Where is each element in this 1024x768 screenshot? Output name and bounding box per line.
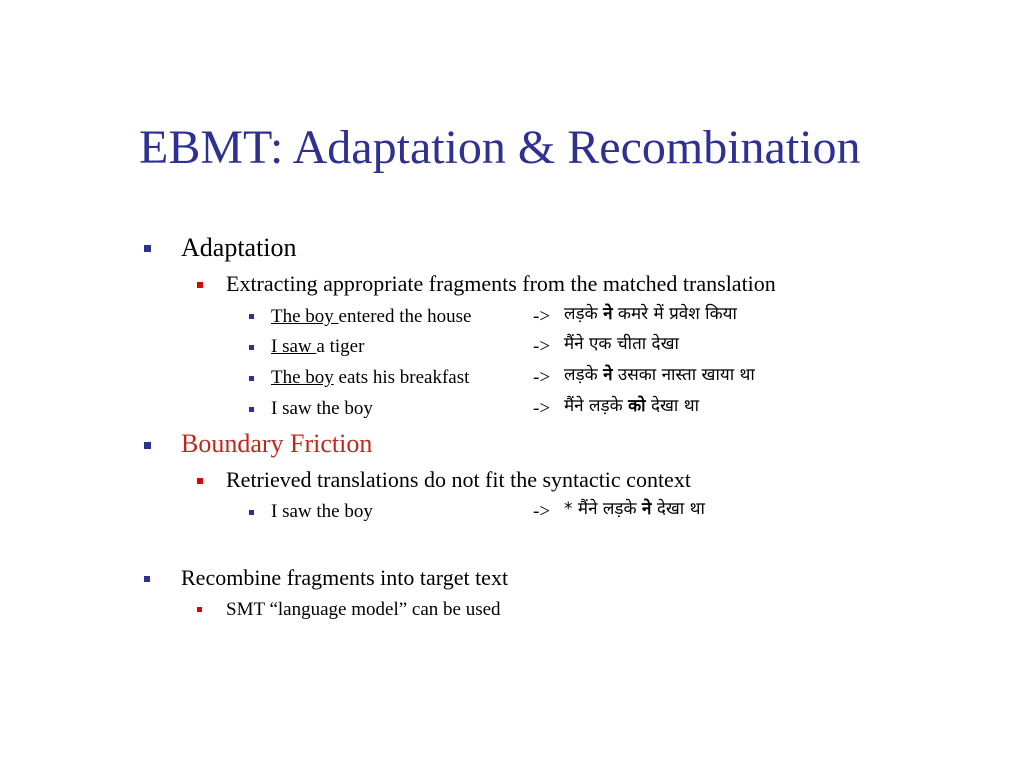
hindi-marker: ने (603, 304, 613, 324)
example-hindi (564, 501, 705, 518)
example-english (271, 307, 472, 326)
example-hindi (564, 367, 755, 384)
recombine-subpoint: SMT “language model” can be used (226, 599, 501, 620)
hindi-part: उसका नास्ता खाया था (612, 365, 755, 385)
phrase-rest: a tiger (316, 336, 365, 357)
bullet-square (197, 607, 202, 612)
underlined-phrase: The boy (271, 306, 339, 327)
slide-title: EBMT: Adaptation & Recombination (139, 121, 861, 174)
boundary-heading: Boundary Friction (181, 429, 373, 458)
example-arrow: -> (533, 398, 551, 419)
hindi-part: मैंने लड़के (564, 396, 629, 416)
hindi-part: देखा था (645, 396, 699, 416)
bullet-square (144, 245, 151, 252)
example-english (271, 399, 373, 418)
hindi-part: * मैंने लड़के (564, 499, 642, 519)
bullet-square (249, 407, 254, 412)
recombine-heading: Recombine fragments into target text (181, 565, 509, 590)
hindi-part: कमरे में प्रवेश किया (612, 304, 737, 324)
example-arrow: -> (533, 306, 551, 327)
adaptation-subpoint: Extracting appropriate fragments from the matched translation (226, 271, 776, 296)
bullet-square (197, 282, 203, 288)
example-arrow: -> (533, 501, 551, 522)
phrase-rest: I saw the boy (271, 398, 373, 419)
bullet-square (249, 510, 254, 515)
hindi-part: देखा था (651, 499, 705, 519)
example-arrow: -> (533, 367, 551, 388)
phrase-rest: eats his breakfast (333, 367, 470, 388)
hindi-marker: को (628, 396, 646, 416)
underlined-phrase: The boy (271, 367, 334, 388)
adaptation-heading: Adaptation (181, 233, 297, 262)
example-hindi (564, 336, 679, 353)
hindi-part: मैंने एक चीता देखा (564, 334, 679, 354)
hindi-part: लड़के (564, 365, 604, 385)
example-arrow: -> (533, 336, 551, 357)
bullet-square (197, 478, 203, 484)
underlined-phrase: I saw (271, 336, 317, 357)
hindi-marker: ने (642, 499, 652, 519)
example-english: I saw the boy (271, 501, 373, 522)
bullet-square (144, 576, 150, 582)
phrase-rest: entered the house (338, 306, 472, 327)
bullet-square (144, 442, 151, 449)
hindi-part: लड़के (564, 304, 604, 324)
bullet-square (249, 314, 254, 319)
example-english (271, 337, 364, 356)
boundary-subpoint: Retrieved translations do not fit the syntactic context (226, 467, 691, 492)
example-hindi (564, 398, 699, 415)
bullet-square (249, 345, 254, 350)
example-english (271, 368, 469, 387)
example-hindi (564, 306, 737, 323)
bullet-square (249, 376, 254, 381)
hindi-marker: ने (603, 365, 613, 385)
